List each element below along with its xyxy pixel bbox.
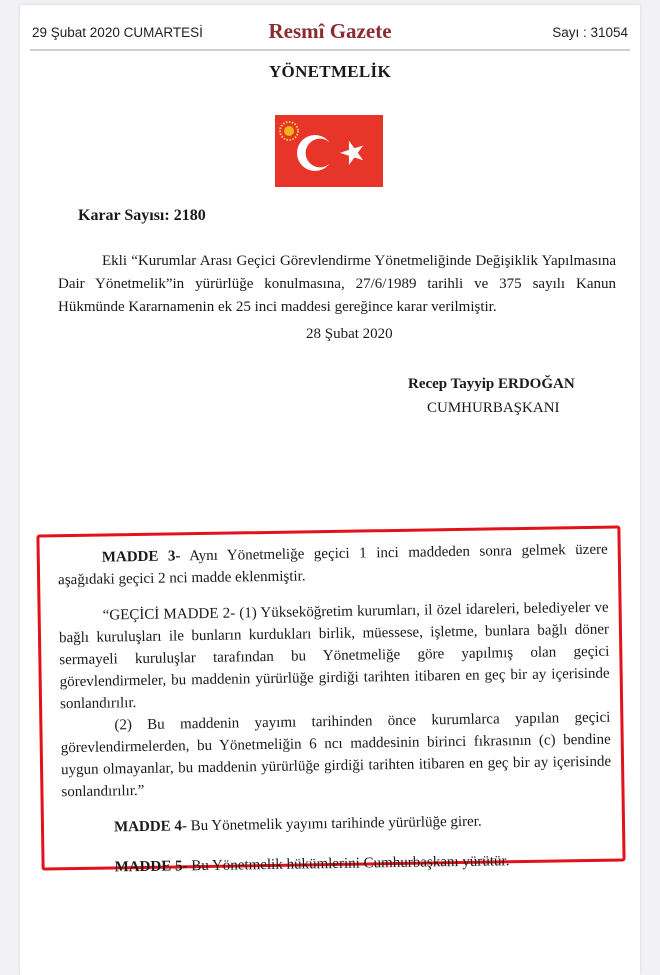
signer-name: Recep Tayyip ERDOĞAN xyxy=(408,376,575,392)
gazette-page xyxy=(20,5,640,975)
article-heading: “GEÇİCİ MADDE 2- xyxy=(102,605,236,624)
article-heading: MADDE 5- xyxy=(114,858,188,876)
article-text: (1) Yükseköğretim kurumları, il özel idareleri, belediyeler ve bağlı kuruluşları ile bunların kurdukları birlik, müessese, işletme, bunlara bağlı döner sermayeli kuruluşlar tarafından bu Yönetmeliğe göre yapılmış olan geçici görevlendirmeler, bu maddenin yürürlüğe girdiği tarihten itibaren en geç bir ay içerisinde sonlandırılır. xyxy=(58,599,610,713)
masthead xyxy=(30,19,630,51)
provisional-article-2-paragraph-1 xyxy=(59,597,611,716)
article-text: Aynı Yönetmeliğe geçici 1 inci maddeden sonra gelmek üzere aşağıdaki geçici 2 nci madde eklenmiştir. xyxy=(57,541,608,589)
highlight-box xyxy=(36,525,625,876)
article-heading: MADDE 3- xyxy=(101,548,181,566)
issue-number: Sayı : 31054 xyxy=(552,25,628,40)
publication-date: 29 Şubat 2020 CUMARTESİ xyxy=(32,25,203,40)
provisional-article-2-paragraph-2 xyxy=(60,707,611,804)
article-text: Bu Yönetmelik hükümlerini Cumhurbaşkanı yürütür. xyxy=(187,853,510,875)
decision-preamble: Ekli “Kurumlar Arası Geçici Görevlendirme Yönetmeliğinde Değişiklik Yapılmasına Dair Yönetmelik”in yürürlüğe konulmasına, 27/6/1989 tarihli ve 375 sayılı Kanun Hükmünde Kararnamenin ek 25 inci maddesi gereğince karar verilmiştir. xyxy=(58,253,616,315)
section-title: YÖNETMELİK xyxy=(268,62,392,81)
flag-graphic xyxy=(275,115,383,187)
gazette-title: Resmî Gazete xyxy=(268,19,392,43)
decision-number: Karar Sayısı: 2180 xyxy=(78,207,206,224)
signature-date: 28 Şubat 2020 xyxy=(306,326,393,342)
article-text: Bu Yönetmelik yayımı tarihinde yürürlüğe girer. xyxy=(186,813,482,835)
highlighted-articles xyxy=(58,539,613,880)
article-heading: MADDE 4- xyxy=(113,818,188,836)
article-text: (2) Bu maddenin yayımı tarihinden önce kurumlarca yapılan geçici görevlendirmelerden, bu Yönetmeliğin 6 ncı maddesinin birinci fıkrasının (c) bendine uygun olmayanlar, bu maddenin yürürlüğe girdiği tarihten itibaren en geç bir ay içerisinde sonlandırılır.” xyxy=(60,709,612,801)
turkish-flag-icon xyxy=(275,115,383,187)
signer-title: CUMHURBAŞKANI xyxy=(427,400,560,416)
